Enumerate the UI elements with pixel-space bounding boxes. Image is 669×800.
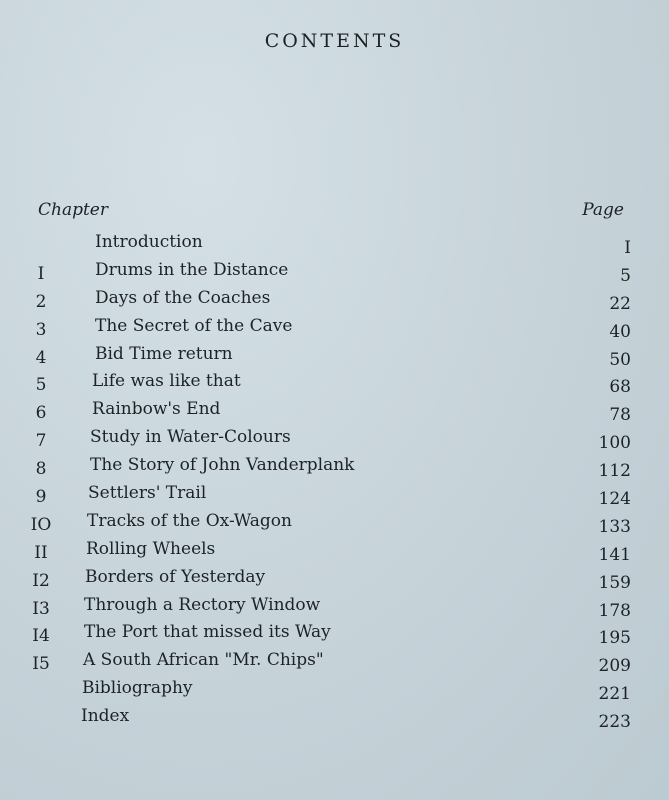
chapter-number: IO xyxy=(30,514,52,535)
chapter-number: II xyxy=(34,542,48,563)
chapter-title: Introduction xyxy=(95,232,203,252)
page-number: 209 xyxy=(598,656,631,677)
chapter-number: 3 xyxy=(35,319,47,340)
chapter-title: Tracks of the Ox-Wagon xyxy=(87,510,292,531)
toc-entry xyxy=(0,481,669,509)
toc-entry xyxy=(0,537,669,565)
page-number: 100 xyxy=(598,433,631,454)
chapter-title: The Secret of the Cave xyxy=(95,315,293,336)
chapter-number: I5 xyxy=(32,654,50,675)
chapter-title: Borders of Yesterday xyxy=(85,566,266,587)
page-number: 40 xyxy=(609,321,631,342)
toc-entry xyxy=(0,286,669,314)
page-number: 112 xyxy=(598,461,631,482)
page-number: 159 xyxy=(598,572,631,593)
chapter-title: Days of the Coaches xyxy=(95,287,271,308)
chapter-title: Drums in the Distance xyxy=(95,259,289,280)
chapter-title: A South African "Mr. Chips" xyxy=(83,650,324,671)
toc-entry xyxy=(0,342,669,370)
chapter-number: 5 xyxy=(35,375,47,396)
chapter-number: I2 xyxy=(32,570,50,591)
chapter-title: Index xyxy=(81,706,130,727)
chapter-number: 8 xyxy=(35,459,47,480)
toc-entry xyxy=(0,620,669,648)
toc-entry xyxy=(0,258,669,286)
chapter-title: The Story of John Vanderplank xyxy=(90,455,355,476)
page-number: 141 xyxy=(598,544,631,565)
page-number: 50 xyxy=(609,349,631,370)
page-number: 22 xyxy=(609,293,631,314)
page-number: 133 xyxy=(598,516,631,537)
toc-entry xyxy=(0,704,669,732)
chapter-number: I3 xyxy=(32,598,50,619)
page-number: 5 xyxy=(620,265,631,286)
chapter-title: Bibliography xyxy=(82,678,193,699)
chapter-title: Through a Rectory Window xyxy=(84,594,321,615)
page-number: 195 xyxy=(598,628,631,649)
chapter-title: Rolling Wheels xyxy=(86,538,216,559)
contents-list xyxy=(0,230,669,732)
chapter-title: Bid Time return xyxy=(95,343,233,364)
chapter-number: 6 xyxy=(35,403,47,424)
chapter-number: 2 xyxy=(35,291,47,312)
toc-entry xyxy=(0,509,669,537)
page-number: 68 xyxy=(609,377,631,398)
toc-entry xyxy=(0,425,669,453)
chapter-title: Rainbow's End xyxy=(92,399,221,420)
chapter-number: I4 xyxy=(32,626,50,647)
page-number: 178 xyxy=(598,600,631,621)
chapter-number: 9 xyxy=(35,487,47,508)
chapter-number: 7 xyxy=(35,431,47,452)
chapter-title: Life was like that xyxy=(92,371,241,392)
toc-entry xyxy=(0,593,669,621)
chapter-number: 4 xyxy=(35,347,47,368)
chapter-title: Study in Water-Colours xyxy=(90,427,291,448)
page-number: I xyxy=(624,238,631,258)
toc-entry xyxy=(0,565,669,593)
chapter-title: Settlers' Trail xyxy=(88,483,207,504)
page-title: CONTENTS xyxy=(264,30,405,52)
toc-entry xyxy=(0,369,669,397)
chapter-title: The Port that missed its Way xyxy=(84,622,331,643)
toc-entry xyxy=(0,453,669,481)
toc-entry xyxy=(0,676,669,704)
page-number: 221 xyxy=(598,684,631,705)
page-column-header: Page xyxy=(582,200,624,220)
page-number: 78 xyxy=(609,405,631,426)
page-number: 124 xyxy=(598,489,631,510)
chapter-column-header: Chapter xyxy=(38,200,108,220)
toc-entry xyxy=(0,230,669,258)
page-number: 223 xyxy=(598,712,631,733)
toc-entry xyxy=(0,397,669,425)
toc-entry xyxy=(0,648,669,676)
toc-entry xyxy=(0,314,669,342)
chapter-number: I xyxy=(37,263,45,284)
